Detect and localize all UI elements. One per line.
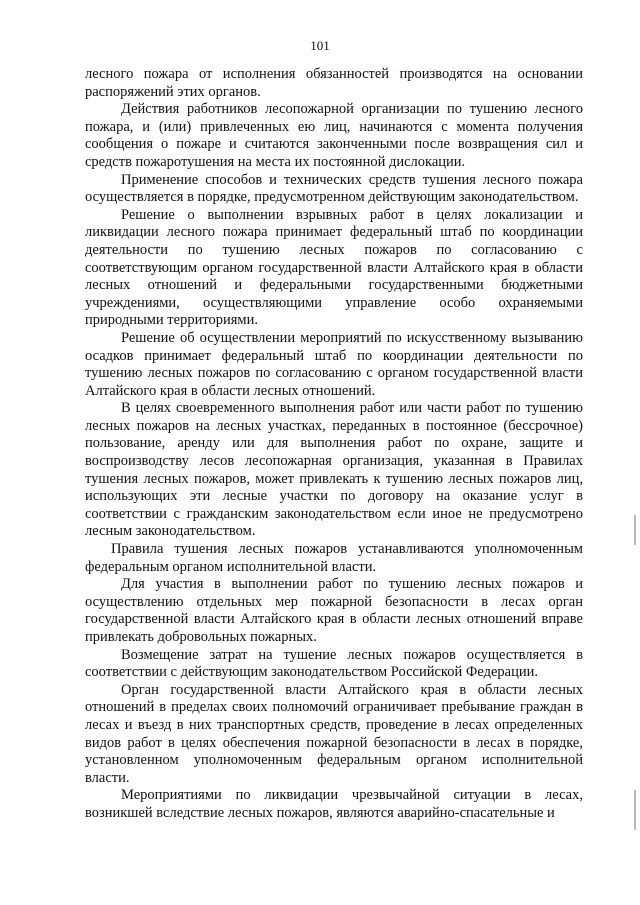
page-number: 101 bbox=[310, 38, 330, 53]
scan-margin-mark bbox=[634, 515, 636, 545]
paragraph: Решение о выполнении взрывных работ в целях локализации и ликвидации лесного пожара принимает федеральный штаб по координации деятельности по тушению лесных пожаров по согласованию с соответствующим органом государственной власти Алтайского края в области лесных отношений и федеральными государственными бюджетными учреждениями, осуществляющими управление особо охраняемыми природными территориями. bbox=[85, 206, 583, 329]
paragraph: Применение способов и технических средств тушения лесного пожара осуществляется в порядке, предусмотренном действующим законодательством. bbox=[85, 171, 583, 206]
paragraph: Правила тушения лесных пожаров устанавливаются уполномоченным федеральным органом исполнительной власти. bbox=[85, 541, 583, 575]
paragraph: Орган государственной власти Алтайского края в области лесных отношений в пределах своих полномочий ограничивает пребывание граждан в лесах и въезд в них транспортных средств, проведение в лесах определенных видов работ в целях обеспечения пожарной безопасности в лесах в порядке, установленном уполномоченным федеральным органом исполнительной власти. bbox=[85, 681, 583, 786]
paragraph: Действия работников лесопожарной организации по тушению лесного пожара, и (или) привлеченных ею лиц, начинаются с момента получения сообщения о пожаре и считаются законченными после возвращения сил и средств пожаротушения на места их постоянной дислокации. bbox=[85, 101, 583, 170]
paragraph: Решение об осуществлении мероприятий по искусственному вызыванию осадков принимает федеральный штаб по координации деятельности по тушению лесных пожаров по согласованию с органом государственной власти Алтайского края в области лесных отношений. bbox=[85, 329, 583, 399]
scan-margin-mark bbox=[634, 790, 636, 830]
paragraph: лесного пожара от исполнения обязанностей производятся на основании распоряжений этих органов. bbox=[85, 66, 583, 100]
paragraph: Возмещение затрат на тушение лесных пожаров осуществляется в соответствии с действующим законодательством Российской Федерации. bbox=[85, 646, 583, 681]
paragraph: Мероприятиями по ликвидации чрезвычайной ситуации в лесах, возникшей вследствие лесных пожаров, являются аварийно-спасательные и bbox=[85, 787, 583, 821]
document-body bbox=[85, 66, 583, 823]
paragraph: Для участия в выполнении работ по тушению лесных пожаров и осуществлению отдельных мер пожарной безопасности в лесах орган государственной власти Алтайского края в области лесных отношений вправе привлекать добровольных пожарных. bbox=[85, 576, 583, 645]
paragraph: В целях своевременного выполнения работ или части работ по тушению лесных пожаров на лесных участках, переданных в постоянное (бессрочное) пользование, аренду или для выполнения работ по охране, защите и воспроизводству лесов лесопожарная организация, указанная в Правилах тушения лесных пожаров, может привлекать к тушению лесных пожаров лиц, использующих эти лесные участки по договору на оказание услуг в соответствии с гражданским законодательством если иное не предусмотрено лесным законодательством. bbox=[85, 400, 583, 540]
